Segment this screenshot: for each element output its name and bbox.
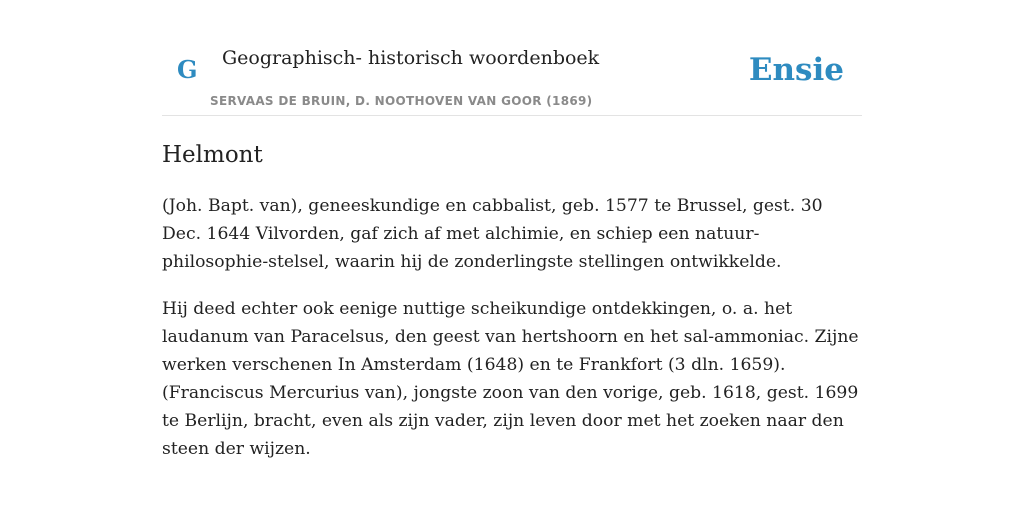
book-letter-badge[interactable]: G [177,55,198,84]
ensie-logo-link[interactable]: Ensie [748,52,844,88]
book-authors: SERVAAS DE BRUIN, D. NOOTHOVEN VAN GOOR (1869) [210,94,593,108]
dictionary-header [162,0,862,116]
entry-body [162,192,862,482]
entry-paragraph: (Joh. Bapt. van), geneeskundige en cabbalist, geb. 1577 te Brussel, gest. 30 Dec. 1644 Vilvorden, gaf zich af met alchimie, en schiep een natuur-philosophie-stelsel, waarin hij de zonderlingste stellingen ontwikkelde. [162,196,823,272]
book-title-link[interactable]: Geographisch- historisch woordenboek [222,47,600,69]
entry-paragraph: Hij deed echter ook eenige nuttige scheikundige ontdekkingen, o. a. het laudanum van Paracelsus, den geest van hertshoorn en het sal-ammoniac. Zijne werken verschenen In Amsterdam (1648) en te Frankfort (3 dln. 1659).(Franciscus Mercurius van), jongste zoon van den vorige, geb. 1618, gest. 1699 te Berlijn, bracht, even als zijn vader, zijn leven door met het zoeken naar den steen der wijzen. [162,299,859,459]
entry-title: Helmont [162,142,263,168]
